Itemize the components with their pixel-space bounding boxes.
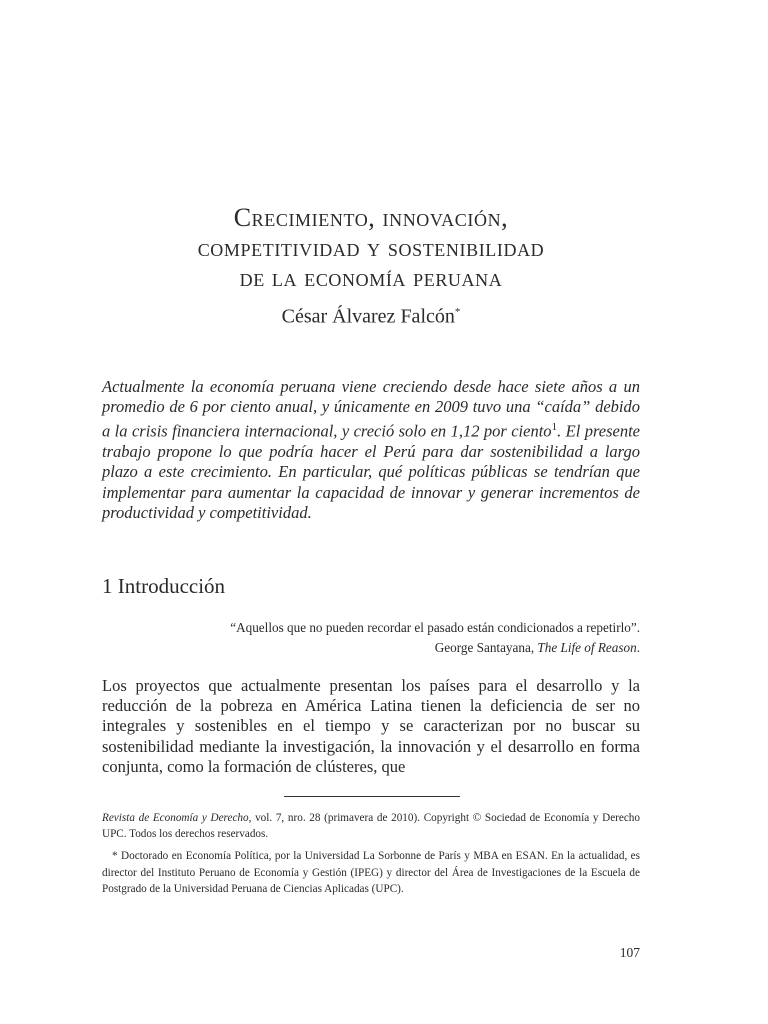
author-line xyxy=(102,299,640,330)
journal-name: Revista de Economía y Derecho xyxy=(102,812,249,824)
footnote-ref-1[interactable]: 1 xyxy=(551,421,558,434)
article-title-line-1: Crecimiento, innovación, xyxy=(233,203,509,232)
page-number: 107 xyxy=(619,945,640,960)
author-name: César Álvarez Falcón xyxy=(281,305,455,328)
epigraph-quote: “Aquellos que no pueden recordar el pasado están condicionados a repetirlo”. xyxy=(230,620,640,635)
section-heading: 1 Introducción xyxy=(102,574,226,598)
footnote-author: * Doctorado en Economía Política, por la Universidad La Sorbonne de París y MBA en ESAN. En la actualidad, es director del Instituto Peruano de Economía y Gestión (IPEG) y director del Área de Investigaciones de la Escuela de Postgrado de la Universidad Peruana de Ciencias Aplicadas (UPC). xyxy=(102,850,640,895)
body-paragraph: Los proyectos que actualmente presentan los países para el desarrollo y la reducción de la pobreza en América Latina tienen la deficiencia de ser no integrales y sostenibles en el tiempo y se caracterizan por no buscar su sostenibilidad mediante la investigación, la innovación y el desarrollo en forma conjunta, como la formación de clústeres, que xyxy=(102,676,640,776)
epigraph-work-title: The Life of Reason xyxy=(537,640,637,655)
epigraph-author: George Santayana, xyxy=(434,640,538,655)
article-title-line-2: competitividad y sostenibilidad xyxy=(197,233,545,262)
footnote-divider xyxy=(284,796,460,797)
epigraph-attribution-end: . xyxy=(636,640,640,655)
footnote-journal xyxy=(102,810,640,842)
epigraph-attribution xyxy=(102,638,640,658)
journal-info: , vol. 7, nro. 28 (primavera de 2010). Copyright © Sociedad de Economía y Derecho UPC. Todos los derechos reservados. xyxy=(102,812,640,841)
article-title-line-3: de la economía peruana xyxy=(239,263,503,292)
author-footnote-mark[interactable]: * xyxy=(454,306,461,318)
title-block xyxy=(102,203,640,330)
article-page xyxy=(102,0,640,1024)
abstract-text-part-1: Actualmente la economía peruana viene creciendo desde hace siete años a un promedio de 6 por ciento anual, y únicamente en 2009 tuvo una “caída” debido a la crisis financiera internacional, y creció solo en 1,12 por ciento xyxy=(102,377,640,441)
abstract xyxy=(102,377,640,523)
abstract-text-part-2: . El presente trabajo propone lo que podría hacer el Perú para dar sostenibilidad a largo plazo a este crecimiento. En particular, qué políticas públicas se tendrían que implementar para aumentar la capacidad de innovar y generar incrementos de productividad y competitividad. xyxy=(102,421,640,522)
footnotes xyxy=(102,810,640,903)
epigraph xyxy=(102,618,640,658)
